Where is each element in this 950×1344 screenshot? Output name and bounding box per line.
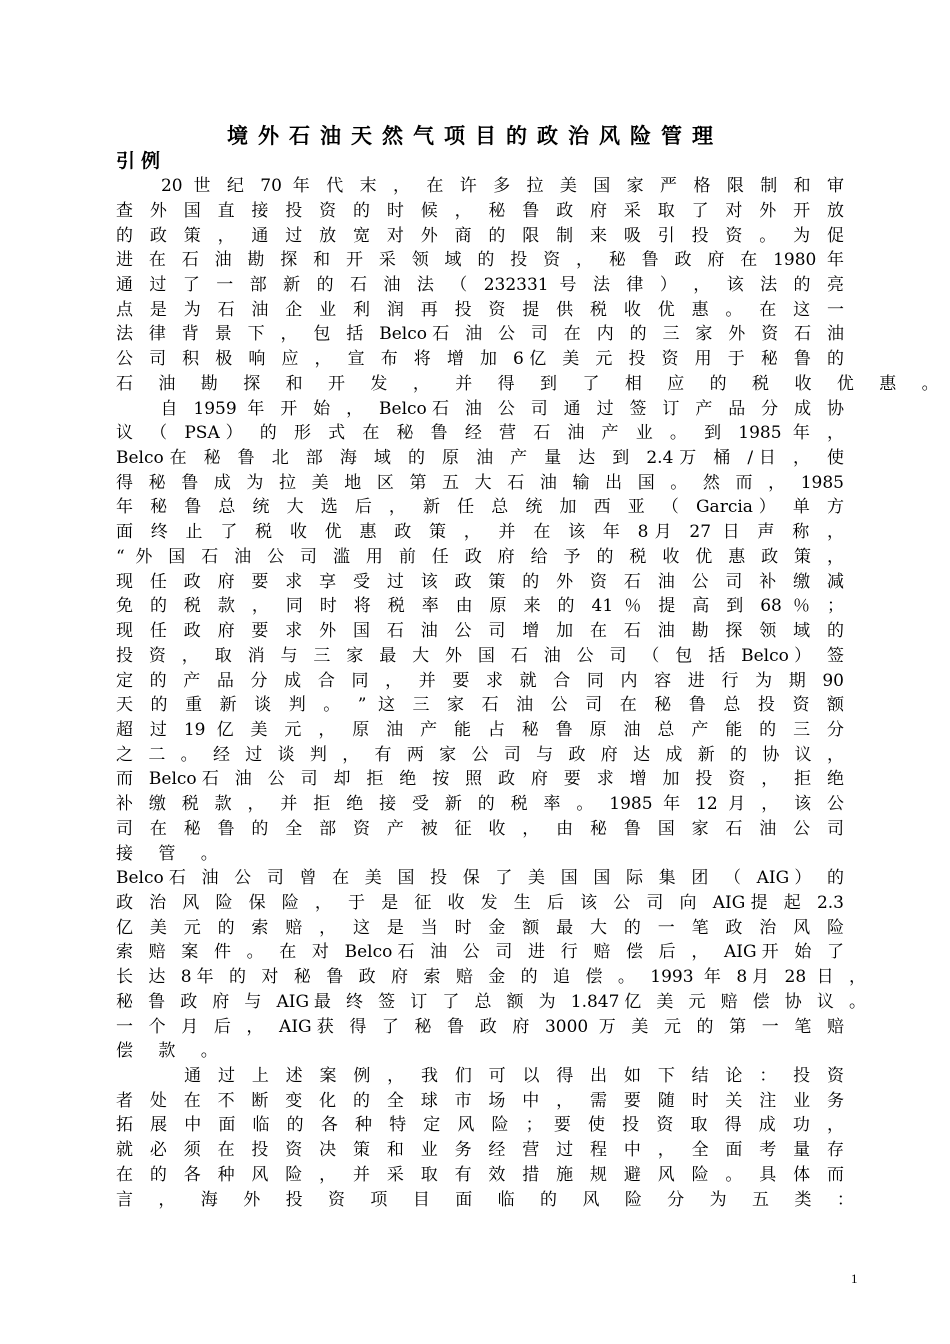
body-line: 政 治 风 险 保 险 ， 于 是 征 收 发 生 后 该 公 司 向 AIG提 起 2.3: [116, 893, 844, 913]
body-line: 现 任 政 府 要 求 外 国 石 油 公 司 增 加 在 石 油 勘 探 领 域 的: [116, 621, 844, 641]
body-line: 秘 鲁 政 府 与 AIG最 终 签 订 了 总 额 为 1.847亿 美 元 赔 偿 协 议 。: [116, 992, 866, 1012]
body-line: 20 世 纪 70 年 代 末 ， 在 许 多 拉 美 国 家 严 格 限 制 和 审: [116, 176, 844, 196]
body-line: 者 处 在 不 断 变 化 的 全 球 市 场 中 ， 需 要 随 时 关 注 业 务: [116, 1091, 844, 1111]
body-line: 一 个 月 后 ， AIG获 得 了 秘 鲁 政 府 3000 万 美 元 的 第 一 笔 赔: [116, 1017, 844, 1037]
body-line: 法 律 背 景 下 ， 包 括 Belco石 油 公 司 在 内 的 三 家 外 资 石 油: [116, 324, 844, 344]
body-line: 的 政 策 ， 通 过 放 宽 对 外 商 的 限 制 来 吸 引 投 资 。 为 促: [116, 226, 844, 246]
section-heading: 引例: [116, 150, 167, 172]
body-line: 超 过 19 亿 美 元 ， 原 油 产 能 占 秘 鲁 原 油 总 产 能 的 三 分: [116, 720, 844, 740]
body-line: 接 管 。: [116, 844, 228, 864]
body-line: 在 的 各 种 风 险 ， 并 采 取 有 效 措 施 规 避 风 险 。 具 体 而: [116, 1165, 844, 1185]
body-line: 言 ， 海 外 投 资 项 目 面 临 的 风 险 分 为 五 类 ：: [116, 1190, 864, 1210]
body-line: 现 任 政 府 要 求 享 受 过 该 政 策 的 外 资 石 油 公 司 补 缴 减: [116, 572, 844, 592]
body-line: 自 1959 年 开 始 ， Belco石 油 公 司 通 过 签 订 产 品 分 成 协: [116, 399, 844, 419]
body-line: 之 二 。 经 过 谈 判 ， 有 两 家 公 司 与 政 府 达 成 新 的 协 议 ，: [116, 745, 844, 765]
body-line: 补 缴 税 款 ， 并 拒 绝 接 受 新 的 税 率 。 1985 年 12 月 ， 该 公: [116, 794, 844, 814]
body-line: 通 过 上 述 案 例 ， 我 们 可 以 得 出 如 下 结 论 ： 投 资: [116, 1066, 844, 1086]
body-line: 偿 款 。: [116, 1041, 228, 1061]
body-line: 通 过 了 一 部 新 的 石 油 法 （ 232331 号 法 律 ） ， 该 法 的 亮: [116, 275, 844, 295]
body-line: 就 必 须 在 投 资 决 策 和 业 务 经 营 过 程 中 ， 全 面 考 量 存: [116, 1140, 844, 1160]
body-line: 议 （ PSA） 的 形 式 在 秘 鲁 经 营 石 油 产 业 。 到 1985 年 ，: [116, 423, 844, 443]
body-line: 而 Belco石 油 公 司 却 拒 绝 按 照 政 府 要 求 增 加 投 资 ， 拒 绝: [116, 769, 844, 789]
body-line: 司 在 秘 鲁 的 全 部 资 产 被 征 收 ， 由 秘 鲁 国 家 石 油 公 司: [116, 819, 844, 839]
body-line: Belco石 油 公 司 曾 在 美 国 投 保 了 美 国 国 际 集 团 （ AIG） 的: [116, 868, 844, 888]
body-line: 面 终 止 了 税 收 优 惠 政 策 ， 并 在 该 年 8月 27 日 声 称 ，: [116, 522, 844, 542]
body-line: 进 在 石 油 勘 探 和 开 采 领 域 的 投 资 ， 秘 鲁 政 府 在 1980 年: [116, 250, 844, 270]
body-line: 长 达 8年 的 对 秘 鲁 政 府 索 赔 金 的 追 偿 。 1993 年 8月 28 日 ，: [116, 967, 866, 987]
body-line: 查 外 国 直 接 投 资 的 时 候 ， 秘 鲁 政 府 采 取 了 对 外 开 放: [116, 201, 844, 221]
body-line: 石 油 勘 探 和 开 发 ， 并 得 到 了 相 应 的 税 收 优 惠 。: [116, 374, 949, 394]
body-line: “ 外 国 石 油 公 司 滥 用 前 任 政 府 给 予 的 税 收 优 惠 政 策 ，: [116, 547, 844, 567]
body-line: 索 赔 案 件 。 在 对 Belco石 油 公 司 进 行 赔 偿 后 ， AIG开 始 了: [116, 942, 844, 962]
body-line: 投 资 ， 取 消 与 三 家 最 大 外 国 石 油 公 司 （ 包 括 Belco） 签: [116, 646, 844, 666]
body-line: 天 的 重 新 谈 判 。 ” 这 三 家 石 油 公 司 在 秘 鲁 总 投 资 额: [116, 695, 844, 715]
body-line: 得 秘 鲁 成 为 拉 美 地 区 第 五 大 石 油 输 出 国 。 然 而 ， 1985: [116, 473, 844, 493]
body-line: Belco在 秘 鲁 北 部 海 域 的 原 油 产 量 达 到 2.4万 桶 /日 ， 使: [116, 448, 844, 468]
body-line: 拓 展 中 面 临 的 各 种 特 定 风 险 ； 要 使 投 资 取 得 成 功 ，: [116, 1115, 844, 1135]
body-line: 公 司 积 极 响 应 ， 宣 布 将 增 加 6亿 美 元 投 资 用 于 秘 鲁 的: [116, 349, 844, 369]
body-line: 定 的 产 品 分 成 合 同 ， 并 要 求 就 合 同 内 容 进 行 为 期 90: [116, 671, 844, 691]
body-line: 免 的 税 款 ， 同 时 将 税 率 由 原 来 的 41 ％ 提 高 到 68 ％ ；: [116, 596, 844, 616]
body-line: 点 是 为 石 油 企 业 利 润 再 投 资 提 供 税 收 优 惠 。 在 这 一: [116, 300, 844, 320]
body-line: 亿 美 元 的 索 赔 ， 这 是 当 时 金 额 最 大 的 一 笔 政 治 风 险: [116, 918, 844, 938]
body-line: 年 秘 鲁 总 统 大 选 后 ， 新 任 总 统 加 西 亚 （ Garcia） 单 方: [116, 497, 844, 517]
page-number: 1: [851, 1271, 858, 1286]
document-title: 境外石油天然气项目的政治风险管理: [227, 123, 723, 148]
